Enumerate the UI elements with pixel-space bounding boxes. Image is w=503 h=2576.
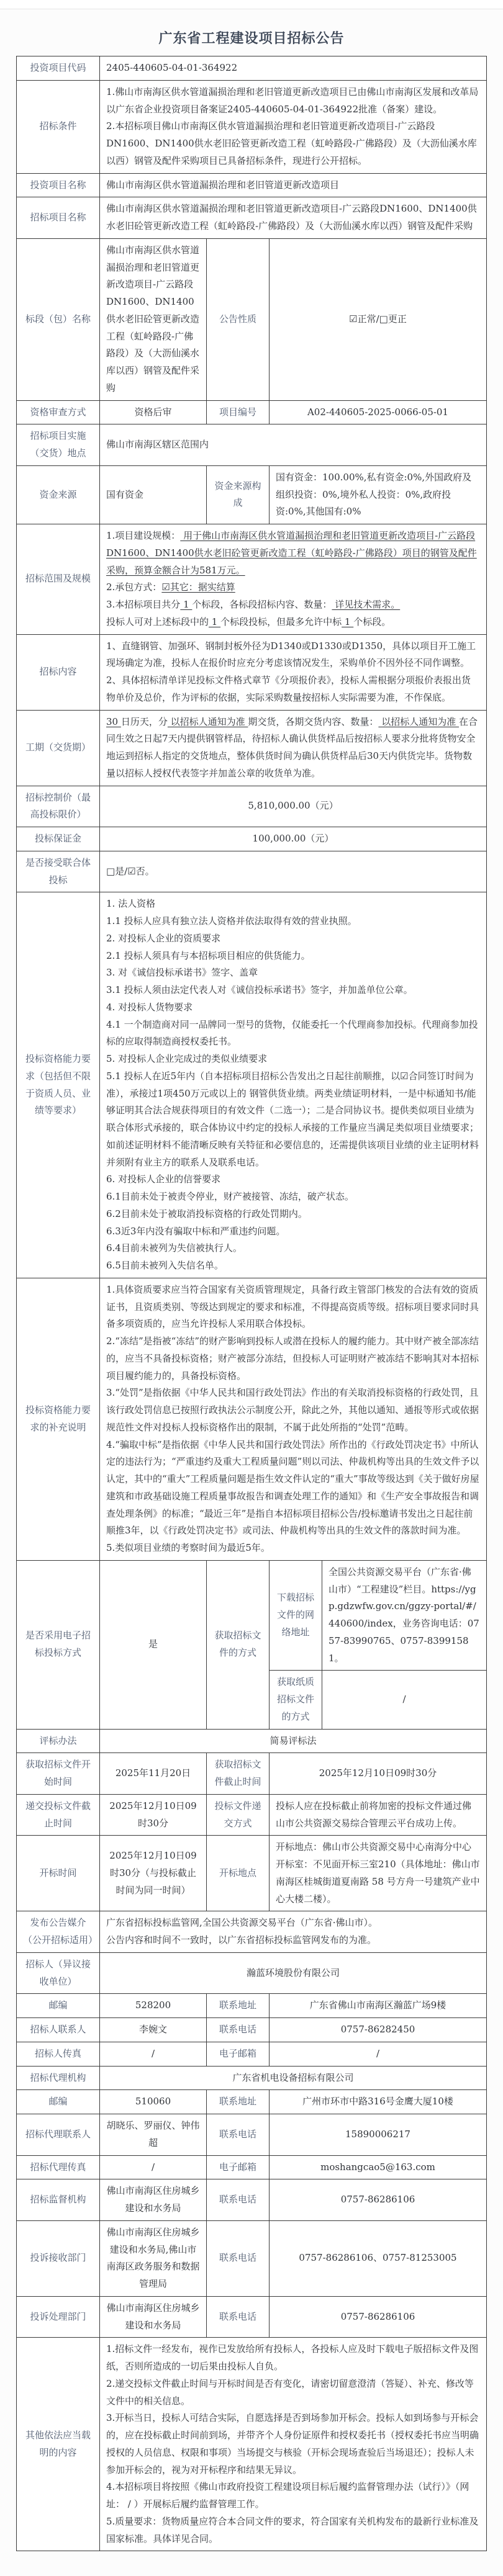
row-fax2	[17, 2155, 487, 2179]
row-contact1	[17, 2018, 487, 2042]
value-opening-place: 开标地点：佛山市公共资源交易中心南海分中心开标室：不见面开标三室210（具体地址：佛山市南海区桂城街道夏南路 58 号方舟一号建筑产业中心大楼二楼）。	[270, 1836, 487, 1911]
label-agency: 招标代理机构	[17, 2066, 100, 2090]
row-qualification-supplement	[17, 1278, 487, 1560]
row-agency	[17, 2066, 487, 2090]
label-announcement-nature: 公告性质	[207, 238, 270, 400]
label-invest-project-name: 投资项目名称	[17, 173, 100, 197]
label-submission-method: 投标文件递交方式	[207, 1794, 270, 1836]
label-opening-time: 开标时间	[17, 1836, 100, 1911]
row-qualification-requirements	[17, 892, 487, 1278]
value-phone4: 0757-86286106、0757-81253005	[270, 2220, 487, 2296]
value-tender-scope: 1.项目建设规模： 用于佛山市南海区供水管道漏损治理和老旧管道更新改造项目-广云路段DN1600、DN1400供水老旧砼管更新改造工程（虹岭路段-广佛路段）项目的钢管及配件采购，预算金额合计为581万元。 2.承包方式：☑其它：据实结算 3.本招标项目共分 1 个标段，各标段招标内容、数量： 详见技术需求。 投标人可对上述标段中的 1 个标段投标，但最多允许中标 1 个标段。	[100, 524, 487, 635]
value-paper-obtain: /	[322, 1671, 487, 1729]
value-e-bidding: 是	[100, 1560, 207, 1729]
label-evaluation-method: 评标办法	[17, 1729, 100, 1753]
row-project-code	[17, 56, 487, 81]
row-fax1	[17, 2042, 487, 2066]
value-funding-composition: 国有资金：100.00%,私有资金:0%,外国政府及组织投资：0%,境外私人投资：0%,政府投资:0%,其他国有:0%	[270, 465, 487, 524]
row-submission-deadline	[17, 1794, 487, 1836]
value-submission-method: 投标人应在投标截止前将加密的投标文件通过佛山市公共资源交易综合管理云平台成功上传。	[270, 1794, 487, 1836]
row-evaluation-method	[17, 1729, 487, 1753]
label-email1: 电子邮箱	[207, 2042, 270, 2066]
label-qualification-supplement: 投标资格能力要求的补充说明	[17, 1278, 100, 1560]
label-phone3: 联系电话	[207, 2179, 270, 2221]
label-qualification-requirements: 投标资格能力要求（包括但不限于资质人员、业绩等要求）	[17, 892, 100, 1278]
label-doc-deadline: 获取招标文件截止时间	[207, 1753, 270, 1795]
value-complaint-handling: 佛山市南海区住房城乡建设和水务局	[100, 2296, 207, 2338]
row-invest-project-name	[17, 173, 487, 197]
label-email2: 电子邮箱	[207, 2155, 270, 2179]
value-postcode1: 528200	[100, 1994, 207, 2018]
row-postcode2	[17, 2090, 487, 2114]
value-phone1: 0757-86282450	[270, 2018, 487, 2042]
label-doc-obtain: 获取招标文件的方式	[207, 1560, 270, 1729]
value-delivery-place: 佛山市南海区辖区范围内	[100, 424, 487, 466]
label-postcode2: 邮编	[17, 2090, 100, 2114]
value-contact2: 胡晓乐、罗丽仪、钟伟超	[100, 2114, 207, 2156]
row-delivery-place	[17, 424, 487, 466]
top-divider	[0, 0, 503, 9]
value-address2: 广州市环市中路316号金鹰大厦10楼	[270, 2090, 487, 2114]
label-funding-source: 资金来源	[17, 465, 100, 524]
row-announcement-media	[17, 1911, 487, 1953]
label-paper-obtain: 获取纸质招标文件的方式	[270, 1671, 322, 1729]
value-invest-project-name: 佛山市南海区供水管道漏损治理和老旧管道更新改造项目	[100, 173, 487, 197]
label-project-code: 投资项目代码	[17, 56, 100, 81]
label-contact1: 招标人联系人	[17, 2018, 100, 2042]
label-contact2: 招标代理联系人	[17, 2114, 100, 2156]
value-download-url: 全国公共资源交易平台（广东省·佛山市）“工程建设”栏目。https://ygp.gdzwfw.gov.cn/ggzy-portal/#/440600/index，业务咨询电话：0757-83990765、0757-83991581。	[322, 1560, 487, 1671]
label-qualification-review: 资格审查方式	[17, 400, 100, 424]
row-delivery-period	[17, 710, 487, 786]
label-tenderer: 招标人（异议接收单位）	[17, 1952, 100, 1994]
label-address2: 联系地址	[207, 2090, 270, 2114]
value-fax1: /	[100, 2042, 207, 2066]
row-complaint-handling	[17, 2296, 487, 2338]
label-download-url: 下载招标文件的网络地址	[270, 1560, 322, 1671]
label-phone4: 联系电话	[207, 2220, 270, 2296]
row-section-name	[17, 238, 487, 400]
row-e-bidding	[17, 1560, 487, 1671]
label-project-number: 项目编号	[207, 400, 270, 424]
label-complaint-handling: 投诉处理部门	[17, 2296, 100, 2338]
value-doc-deadline: 2025年12月10日09时30分	[270, 1753, 487, 1795]
value-submission-deadline: 2025年12月10日09时30分	[100, 1794, 207, 1836]
value-delivery-period: 30 日历天，分 以招标人通知为准 期交货，各期交货内容、数量： 以招标人通知为准 在合同生效之日起7天内提供钢管样品，待招标人确认供货样品后按招标人要求分批将货物安全地运到招标人指定的交货地点，整体供货时间为确认供货样品后30天内供货完毕。货物数量以招标人授权代表签字并加盖公章的收货单为准。	[100, 710, 487, 786]
label-phone1: 联系电话	[207, 2018, 270, 2042]
value-supervisor: 佛山市南海区住房城乡建设和水务局	[100, 2179, 207, 2221]
value-announcement-nature: ☑正常/□更正	[270, 238, 487, 400]
label-postcode1: 邮编	[17, 1994, 100, 2018]
row-tender-conditions	[17, 80, 487, 173]
row-control-price	[17, 786, 487, 827]
label-announcement-media: 发布公告媒介（公开招标适用）	[17, 1911, 100, 1953]
value-consortium: □是/☑否。	[100, 851, 487, 892]
value-project-code: 2405-440605-04-01-364922	[100, 56, 487, 81]
value-evaluation-method: 简易评标法	[100, 1729, 487, 1753]
label-phone2: 联系电话	[207, 2114, 270, 2156]
label-other-content: 其他依法应当载明的内容	[17, 2338, 100, 2551]
row-other-content	[17, 2338, 487, 2551]
label-section-name: 标段（包）名称	[17, 238, 100, 400]
value-section-name: 佛山市南海区供水管道漏损治理和老旧管道更新改造项目-广云路段DN1600、DN1400供水老旧砼管更新改造工程（虹岭路段-广佛路段）及（大沥仙溪水库以西）钢管及配件采购	[100, 238, 207, 400]
value-other-content: 1.招标文件一经发布，视作已发放给所有投标人，各投标人应及时下载电子版招标文件及图纸，否则所造成的一切后果由投标人自负。 2.递交投标文件截止时间与开标时间是否有变化，请密切留意澄清（答疑）、补充、修改等文件中的相关信息。 3.开标当日，投标人可结合实际，自愿选择是否到场参加开标会。投标人如到场参与开标会的，应在投标截止时间前到场，并带齐个人身份证原件和授权委托书（授权委托书应当明确授权的人员信息、权限和事项）当场提交与核验（开标会现场查验后当场退还）；投标人未参加开标会的，视为对开标程序和结果无异议。 4.本招标项目将按照《佛山市政府投资工程建设项目标后履约监督管理办法（试行）》（网址： / ）开展标后履约监督管理工作。 5.质量要求：货物质量应符合本合同文件的要求，符合国家有关机构发布的最新行业标准及国家标准。具体详见合同。	[100, 2338, 487, 2551]
value-bid-bond: 100,000.00（元）	[100, 827, 487, 851]
value-agency: 广东省机电设备招标有限公司	[100, 2066, 487, 2090]
label-tender-project-name: 招标项目名称	[17, 197, 100, 239]
label-funding-composition: 资金来源构成	[207, 465, 270, 524]
value-complaint-receiving: 佛山市南海区住房城乡建设和水务局,佛山市南海区政务服务和数据管理局	[100, 2220, 207, 2296]
value-tenderer: 瀚蓝环境股份有限公司	[100, 1952, 487, 1994]
value-postcode2: 510060	[100, 2090, 207, 2114]
value-doc-start: 2025年11月20日	[100, 1753, 207, 1795]
label-tender-content: 招标内容	[17, 634, 100, 710]
label-delivery-place: 招标项目实施（交货）地点	[17, 424, 100, 466]
value-phone5: 0757-86286106	[270, 2296, 487, 2338]
label-supervisor: 招标监督机构	[17, 2179, 100, 2221]
value-email1: /	[270, 2042, 487, 2066]
row-tender-content	[17, 634, 487, 710]
label-submission-deadline: 递交投标文件截止时间	[17, 1794, 100, 1836]
value-tender-conditions: 1.佛山市南海区供水管道漏损治理和老旧管道更新改造项目已由佛山市南海区发展和改革局以广东省企业投资项目备案证2405-440605-04-01-364922批准（备案）建设。 2.本招标项目佛山市南海区供水管道漏损治理和老旧管道更新改造项目-广云路段DN1600、DN1400供水老旧砼管更新改造工程（虹岭路段-广佛路段）及（大沥仙溪水库以西）钢管及配件采购项目已具备招标条件，现进行公开招标。	[100, 80, 487, 173]
row-consortium	[17, 851, 487, 892]
value-opening-time: 2025年12月10日09时30分（与投标截止时间为同一时间）	[100, 1836, 207, 1911]
value-phone2: 15890006217	[270, 2114, 487, 2156]
label-bid-bond: 投标保证金	[17, 827, 100, 851]
value-tender-project-name: 佛山市南海区供水管道漏损治理和老旧管道更新改造项目-广云路段DN1600、DN1400供水老旧砼管更新改造工程（虹岭路段-广佛路段）及（大沥仙溪水库以西）钢管及配件采购	[100, 197, 487, 239]
label-control-price: 招标控制价（最高投标限价）	[17, 786, 100, 827]
row-bid-bond	[17, 827, 487, 851]
value-phone3: 0757-86286106	[270, 2179, 487, 2221]
label-e-bidding: 是否采用电子招标投标方式	[17, 1560, 100, 1729]
value-qualification-review: 资格后审	[100, 400, 207, 424]
value-address1: 广东省佛山市南海区瀚蓝广场9楼	[270, 1994, 487, 2018]
value-announcement-media: 广东省招标投标监管网,全国公共资源交易平台（广东省·佛山市）。 公告内容和时间不一致时，以广东省招标投标监管网发布的为准。	[100, 1911, 487, 1953]
label-tender-conditions: 招标条件	[17, 80, 100, 173]
label-opening-place: 开标地点	[207, 1836, 270, 1911]
page-title: 广东省工程建设项目招标公告	[158, 30, 345, 46]
tender-announcement-table	[16, 56, 487, 2551]
label-delivery-period: 工期（交货期）	[17, 710, 100, 786]
row-supervisor	[17, 2179, 487, 2221]
label-consortium: 是否接受联合体投标	[17, 851, 100, 892]
row-funding-source	[17, 465, 487, 524]
label-complaint-receiving: 投诉接收部门	[17, 2220, 100, 2296]
row-doc-start	[17, 1753, 487, 1795]
row-postcode1	[17, 1994, 487, 2018]
value-qualification-supplement: 1.具体资质要求应当符合国家有关资质管理规定，具备行政主管部门核发的合法有效的资质证书，且资质类别、等级达到规定的要求和标准，不得提高资质等级。招标项目要求同时具备多项资质的，应当允许投标人采用联合体投标。 2.“冻结”是指被“冻结”的财产影响到投标人或潜在投标人的履约能力。其中财产被全部冻结的，应当不具备投标资格；财产被部分冻结，但投标人可证明财产被冻结不影响其对本招标项目履约能力的，具备投标资格。 3.“处罚”是指依据《中华人民共和国行政处罚法》作出的有关取消投标资格的行政处罚，且该行政处罚信息已按照行政执法公示制度公开，除此之外，其他以通知、通报等形式或依据规范性文件对投标人投标资格作出的限制，不属于此处所指的“处罚”范畴。 4.“骗取中标”是指依据《中华人民共和国行政处罚法》所作出的《行政处罚决定书》中所认定的违法行为；“严重违约及重大工程质量问题”则以司法、仲裁机构等出具的生效文件予以认定，其中的“重大”工程质量问题是指生效文件认定的“重大”事故等级达到《关于做好房屋建筑和市政基础设施工程质量事故报告和调查处理工作的通知》和《生产安全事故报告和调查处理条例》的标准；“最近三年”是指自本招标项目招标公告/投标邀请书发出之日起往前顺推3年，以《行政处罚决定书》或司法、仲裁机构等出具的生效文件的落款时间为准。 5.类似项目业绩的考察时间为最近5年。	[100, 1278, 487, 1560]
row-tender-project-name	[17, 197, 487, 239]
row-tender-scope	[17, 524, 487, 635]
row-complaint-receiving	[17, 2220, 487, 2296]
value-project-number: A02-440605-2025-0066-05-01	[270, 400, 487, 424]
value-control-price: 5,810,000.00（元）	[100, 786, 487, 827]
row-opening-time	[17, 1836, 487, 1911]
value-contact1: 李婉文	[100, 2018, 207, 2042]
label-tender-scope: 招标范围及规模	[17, 524, 100, 635]
value-qualification-requirements: 1. 法人资格 1.1 投标人应具有独立法人资格并依法取得有效的营业执照。 2. 对投标人企业的资质要求 2.1 投标人须具有与本招标项目相应的供货能力。 3. 对《诚信投标承诺书》签字、盖章 3.1 投标人须由法定代表人对《诚信投标承诺书》签字，并加盖单位公章。 4. 对投标人货物要求 4.1 一个制造商对同一品牌同一型号的货物，仅能委托一个代理商参加投标。代理商参加投标的应取得制造商授权委托书。 5. 对投标人企业完成过的类似业绩要求 5.1 投标人在近5年内（自本招标项目招标公告发出之日起往前顺推，以☑合同签订时间为准），承接过1项450万元或以上的 钢管供货业绩。两类业绩证明材料，一是中标通知书/能够证明其合法合规获得项目的有效文件（二选一）；二是合同协议书。提供类似项目业绩为联合体形式承接的，联合体协议中约定的投标人承接的工作量应当满足类似项目业绩要求；如前述证明材料不能清晰反映有关特征和必要信息的，还需提供该项目业绩的业主证明材料并须附有业主方的联系人及联系电话。 6. 对投标人企业的信誉要求 6.1目前未处于被责令停业，财产被接管、冻结，破产状态。 6.2目前未处于被取消投标资格的行政处罚期内。 6.3近3年内没有骗取中标和严重违约问题。 6.4目前未被列为失信被执行人。 6.5目前未被列入失信名单。	[100, 892, 487, 1278]
label-fax1: 招标人传真	[17, 2042, 100, 2066]
row-qualification-review	[17, 400, 487, 424]
value-tender-content: 1、直缝钢管、加强环、钢制封板外径为D1340或D1330或D1350，具体以项目开工施工现场确定为准，投标人在报价时应充分考虑该情况发生，采购单价不因外径不同作调整。 2、具体招标清单详见投标文件格式章节《分项报价表》，投标人需根据分项报价表报出货物单价及总价，作为评标的依据，实际采购数量按招标人实际需要为准，不作保底。	[100, 634, 487, 710]
label-fax2: 招标代理传真	[17, 2155, 100, 2179]
value-funding-source: 国有资金	[100, 465, 207, 524]
value-fax2: /	[100, 2155, 207, 2179]
label-phone5: 联系电话	[207, 2296, 270, 2338]
label-address1: 联系地址	[207, 1994, 270, 2018]
row-tenderer	[17, 1952, 487, 1994]
row-contact2	[17, 2114, 487, 2156]
label-doc-start: 获取招标文件开始时间	[17, 1753, 100, 1795]
value-email2: moshangcao5@163.com	[270, 2155, 487, 2179]
